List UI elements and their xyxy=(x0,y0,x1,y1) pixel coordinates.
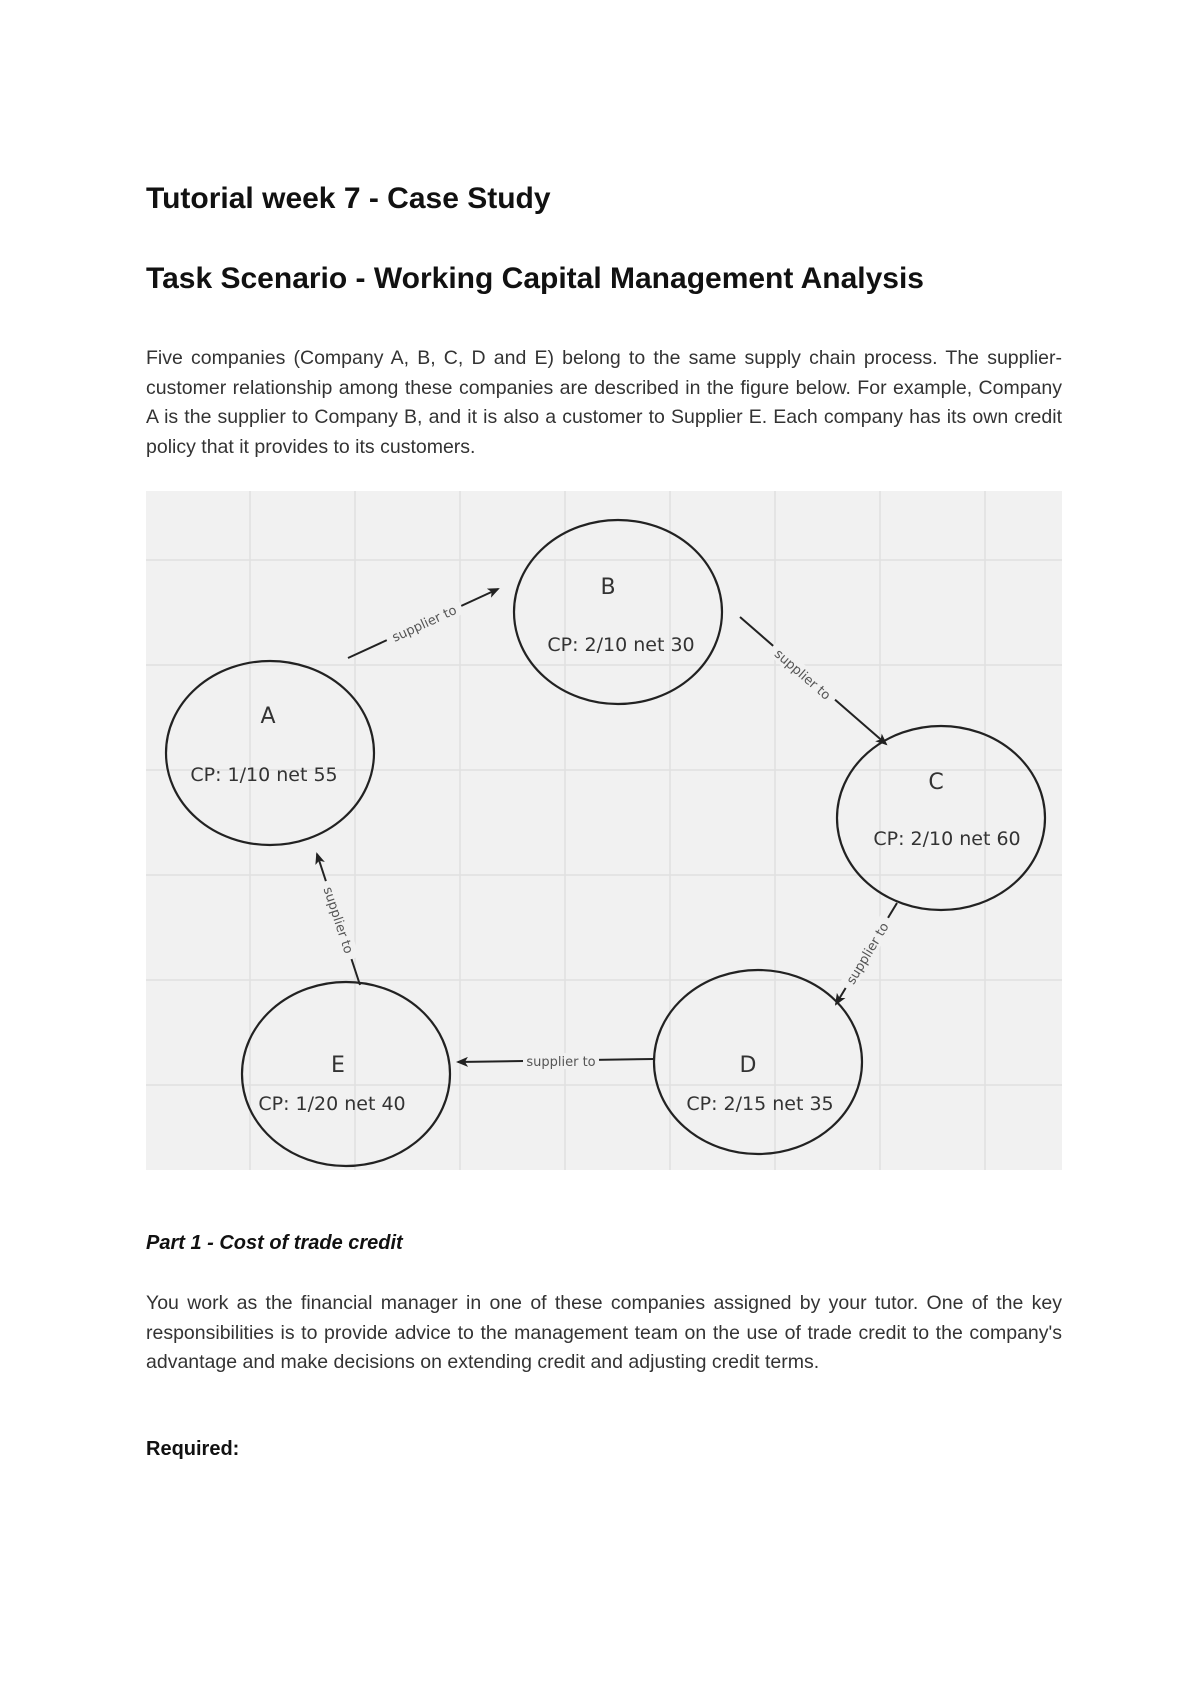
node-credit-policy: CP: 1/20 net 40 xyxy=(258,1093,406,1115)
edge-d-to-e xyxy=(458,1053,654,1070)
diagram-canvas xyxy=(146,491,1062,1170)
node-credit-policy: CP: 2/10 net 30 xyxy=(547,634,695,656)
edge-label: supplier to xyxy=(844,920,893,988)
edge-label: supplier to xyxy=(770,646,834,704)
edge-c-to-d xyxy=(836,903,897,1004)
part1-heading: Part 1 - Cost of trade credit xyxy=(146,1232,403,1254)
node-letter: A xyxy=(260,704,276,729)
node-a xyxy=(166,661,374,845)
node-d xyxy=(654,970,862,1154)
edge-a-to-b xyxy=(348,589,498,658)
node-credit-policy: CP: 1/10 net 55 xyxy=(190,764,338,786)
node-credit-policy: CP: 2/10 net 60 xyxy=(873,828,1021,850)
intro-paragraph: Five companies (Company A, B, C, D and E) belong to the same supply chain process. The supplier-customer relationship among these companies are described in the figure below. For example, Company A is the supplier to Company B, and it is also a customer to Supplier E. Each company has its own credit policy that it provides to its customers. xyxy=(146,347,1062,458)
part1-paragraph: You work as the financial manager in one of these companies assigned by your tutor. One of the key responsibilities is to provide advice to the management team on the use of trade credit to the company's advantage and make decisions on extending credit and adjusting credit terms. xyxy=(146,1292,1062,1373)
node-letter: D xyxy=(739,1053,757,1078)
node-b xyxy=(514,520,722,704)
node-e xyxy=(242,982,450,1166)
node-letter: B xyxy=(600,575,616,600)
node-c xyxy=(837,726,1045,910)
node-credit-policy: CP: 2/15 net 35 xyxy=(686,1093,834,1115)
edge-label: supplier to xyxy=(526,1055,596,1070)
page-title: Tutorial week 7 - Case Study xyxy=(146,182,551,215)
required-label: Required: xyxy=(146,1438,240,1460)
page-subtitle: Task Scenario - Working Capital Management Analysis xyxy=(146,262,924,295)
edge-b-to-c xyxy=(740,617,886,744)
edge-label: supplier to xyxy=(319,885,356,956)
edge-label: supplier to xyxy=(390,603,460,646)
edge-e-to-a xyxy=(317,854,360,985)
node-letter: E xyxy=(331,1053,345,1078)
supply-chain-diagram xyxy=(146,491,1062,1170)
node-letter: C xyxy=(928,770,944,795)
